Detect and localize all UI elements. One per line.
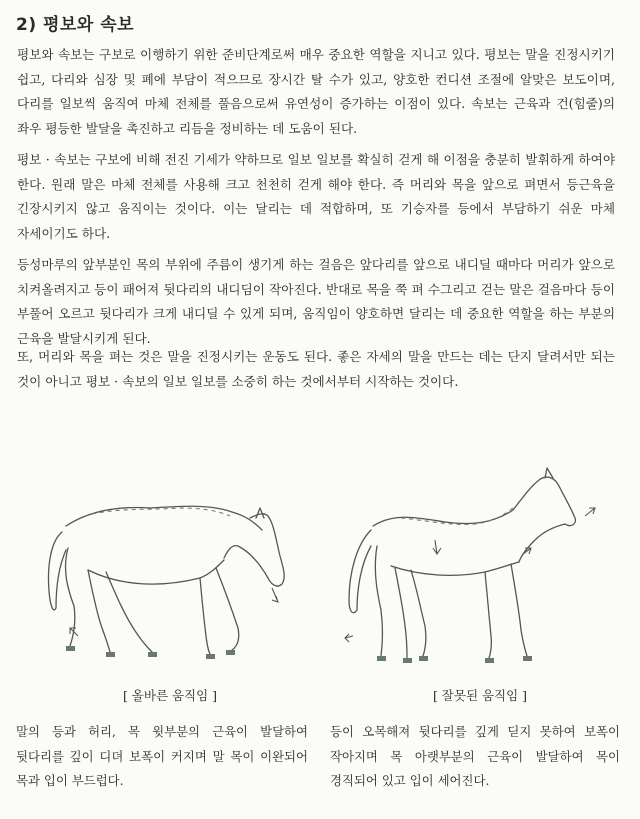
- caption-correct: [ 올바른 움직임 ]: [122, 688, 218, 703]
- figure-correct-movement: [10, 460, 310, 680]
- paragraph-calming: 또, 머리와 목을 펴는 것은 말을 진정시키는 운동도 된다. 좋은 자세의 말을 만드는 데는 단지 달려서만 되는 것이 아니고 평보 · 속보의 일보 일보를 소중히 하는 것에서부터 시작하는 것이다.: [17, 349, 615, 389]
- paragraph-walk-trot-posture: 평보 · 속보는 구보에 비해 전진 기세가 약하므로 일보 일보를 확실히 걷게 해 이점을 충분히 발휘하게 하여야 한다. 원래 말은 마체 전체를 사용해 크고 천천히 걷게 해야 한다. 즉 머리와 목을 앞으로 펴면서 등근육을 긴장시키지 않고 움직이는 것이다. 이는 달리는 데 적합하며, 또 기승자를 등에서 부담하기 쉬운 마체 자세이기도 하다.: [17, 152, 615, 241]
- paragraph-neck-movement: 등성마루의 앞부분인 목의 부위에 주름이 생기게 하는 걸음은 앞다리를 앞으로 내디딜 때마다 머리가 앞으로 치켜올려지고 등이 패어져 뒷다리의 내디딤이 작아진다. 반대로 목을 쭉 펴 수그리고 걷는 말은 걸음마다 등이 부풀어 오르고 뒷다리가 크게 내디딜 수 있게 되며, 움직임이 양호하면 달리는 데 중요한 역할을 하는 부분의 근육을 발달시키게 된다.: [17, 257, 615, 346]
- description-incorrect: 등이 오목해져 뒷다리를 깊게 딛지 못하여 보폭이 작아지며 목 아랫부분의 근육이 발달하여 목이 경직되어 있고 입이 세어진다.: [330, 724, 620, 788]
- horse-correct-illustration: [10, 460, 310, 680]
- caption-incorrect: [ 잘못된 움직임 ]: [432, 688, 528, 703]
- paragraph-walk-trot-intro: 평보와 속보는 구보로 이행하기 위한 준비단계로써 매우 중요한 역할을 지니고 있다. 평보는 말을 진정시키기 쉽고, 다리와 심장 및 폐에 부담이 적으므로 장시간 탈 수가 있고, 양호한 컨디션 조절에 알맞은 보도이며, 다리를 일보씩 움직여 마체 전체를 풀음으로써 유연성이 증가하는 이점이 있다. 속보는 근육과 건(힘줄)의 좌우 평등한 발달을 촉진하고 리듬을 정비하는 데 도움이 된다.: [17, 47, 615, 136]
- figure-incorrect-movement: [325, 460, 630, 680]
- description-correct: 말의 등과 허리, 목 윗부분의 근육이 발달하여 뒷다리를 깊이 디뎌 보폭이 커지며 말 목이 이완되어 목과 입이 부드럽다.: [16, 724, 308, 788]
- horse-incorrect-illustration: [325, 460, 630, 680]
- section-heading: 2) 평보와 속보: [16, 15, 135, 35]
